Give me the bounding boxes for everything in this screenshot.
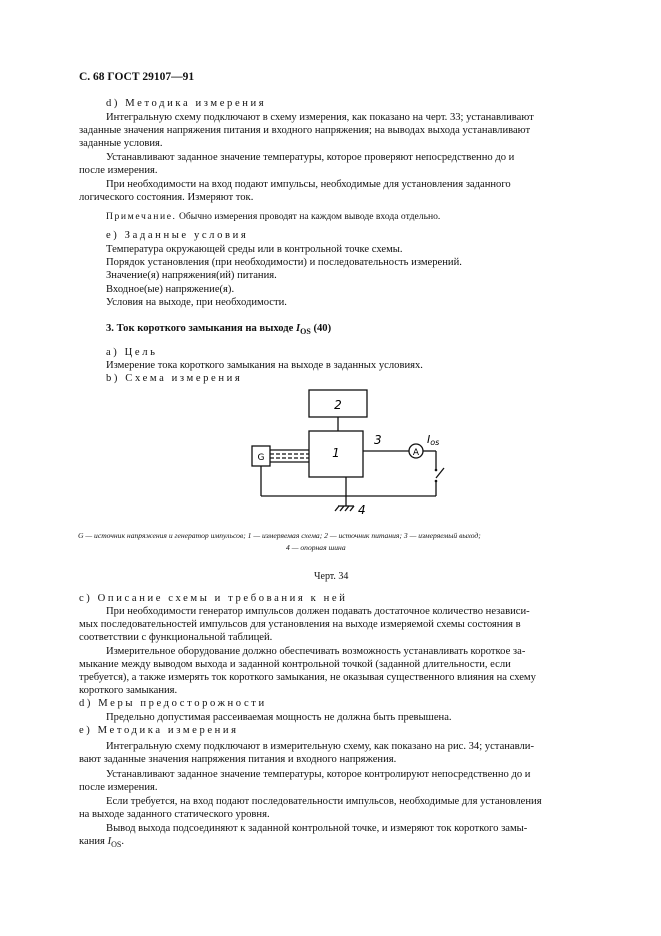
section3-title-suffix: (40) (313, 323, 332, 334)
section-d1-line: заданные условия. (79, 138, 163, 149)
section-c-line: При необходимости генератор импульсов должен подавать достаточное количество независи- (106, 606, 530, 617)
figure-caption-line1: G — источник напряжения и генератор импульсов; 1 — измеряемая схема; 2 — источник питания; 3 — измеряемый выход; (78, 531, 481, 540)
section3-b-heading: b) Схема измерения (106, 373, 243, 384)
section-e2-last-sub: OS (111, 840, 122, 850)
section-e2-line: Если требуется, на вход подают последовательности импульсов, необходимые для установления (106, 796, 542, 807)
section-c-line: мых последовательностей импульсов для установления на выходе измеряемой схемы состояния в (79, 619, 521, 630)
page-header: С. 68 ГОСТ 29107—91 (79, 71, 195, 83)
section3-symbol: I (296, 323, 301, 334)
section-d1-line: заданные значения напряжения питания и входного напряжения; на выводах выхода устанавливают (79, 125, 531, 136)
section-e2-line: на выходе заданного статического уровня. (79, 809, 270, 820)
section3-title (106, 322, 331, 338)
section-c-line: короткого замыкания. (79, 685, 178, 696)
section-e1-line: Порядок установления (при необходимости) и последовательность измерений. (106, 257, 462, 268)
section-e2-last-symbol: I (107, 836, 112, 847)
section-e1-line: Условия на выходе, при необходимости. (106, 297, 287, 308)
label-output: 3 (374, 433, 382, 447)
figure-caption-line2: 4 — опорная шина (286, 543, 346, 552)
section-e2-line: Вывод выхода подсоединяют к заданной контрольной точке, и измеряют ток короткого замы- (106, 823, 528, 834)
section-c-heading: с) Описание схемы и требования к ней (79, 593, 348, 604)
figure-label: Черт. 34 (314, 571, 349, 582)
section-e1-heading: е) Заданные условия (106, 230, 249, 241)
section-d1-line: При необходимости на вход подают импульсы, необходимые для установления заданного (106, 179, 511, 190)
section-e1-line: Температура окружающей среды или в контрольной точке схемы. (106, 244, 403, 255)
section-c-line: соответствии с функциональной таблицей. (79, 632, 273, 643)
section-e2-line: после измерения. (79, 782, 158, 793)
section-e2-last-suffix: . (121, 836, 124, 847)
section-d1-line: логического состояния. Измеряют ток. (79, 192, 254, 203)
section-d1-line: Устанавливают заданное значение температуры, которое проверяют непосредственно до и (106, 152, 515, 163)
label-bus: 4 (358, 503, 366, 517)
section-d1-line: после измерения. (79, 165, 158, 176)
section-e2-last-prefix: кания (79, 836, 105, 847)
label-generator: G (257, 453, 265, 463)
section-e1-line: Входное(ые) напряжение(я). (106, 284, 235, 295)
label-block-2: 2 (334, 398, 342, 412)
section3-a-heading: а) Цель (106, 347, 158, 358)
note-label: Примечание. (106, 211, 177, 222)
section-e1-line: Значение(я) напряжения(ий) питания. (106, 270, 277, 281)
section-c-line: требуется), а также измерять ток короткого замыкания, не оказывая существенного влияния на схему (79, 672, 536, 683)
label-current-sub: os (430, 438, 440, 447)
label-current (427, 433, 439, 447)
section-e2-heading: е) Методика измерения (79, 725, 239, 736)
section-c-line: мыкание между выводом выхода и заданной контрольной точкой (заданной длительности, если (79, 659, 511, 670)
section-e2-line: Устанавливают заданное значение температуры, которое контролируют непосредственно до и (106, 769, 531, 780)
label-ammeter: A (412, 448, 420, 458)
section-e2-line: Интегральную схему подключают в измерительную схему, как показано на рис. 34; устанавли- (106, 741, 534, 752)
switch-icon (436, 468, 444, 478)
section-d2-text: Предельно допустимая рассеиваемая мощность не должна быть превышена. (106, 712, 452, 723)
section-c-line: Измерительное оборудование должно обеспечивать возможность устанавливать короткое за- (106, 646, 526, 657)
circuit-diagram (240, 386, 460, 520)
section-d2-heading: d) Меры предосторожности (79, 698, 267, 709)
section3-title-prefix: 3. Ток короткого замыкания на выходе (106, 323, 294, 334)
section-e2-line: вают заданные значения напряжения питания и входного напряжения. (79, 754, 397, 765)
section3-a-text: Измерение тока короткого замыкания на выходе в заданных условиях. (106, 360, 423, 371)
section-d1-heading: d) Методика измерения (106, 98, 267, 109)
label-current-symbol: I (427, 433, 431, 446)
note-text: Обычно измерения проводят на каждом выводе входа отдельно. (178, 211, 441, 222)
section-e2-last-line (79, 835, 124, 851)
section-d1-line: Интегральную схему подключают в схему измерения, как показано на черт. 33; устанавливают (106, 112, 534, 123)
label-block-1: 1 (332, 446, 340, 460)
section3-symbol-sub: OS (300, 327, 311, 337)
note (106, 210, 440, 223)
